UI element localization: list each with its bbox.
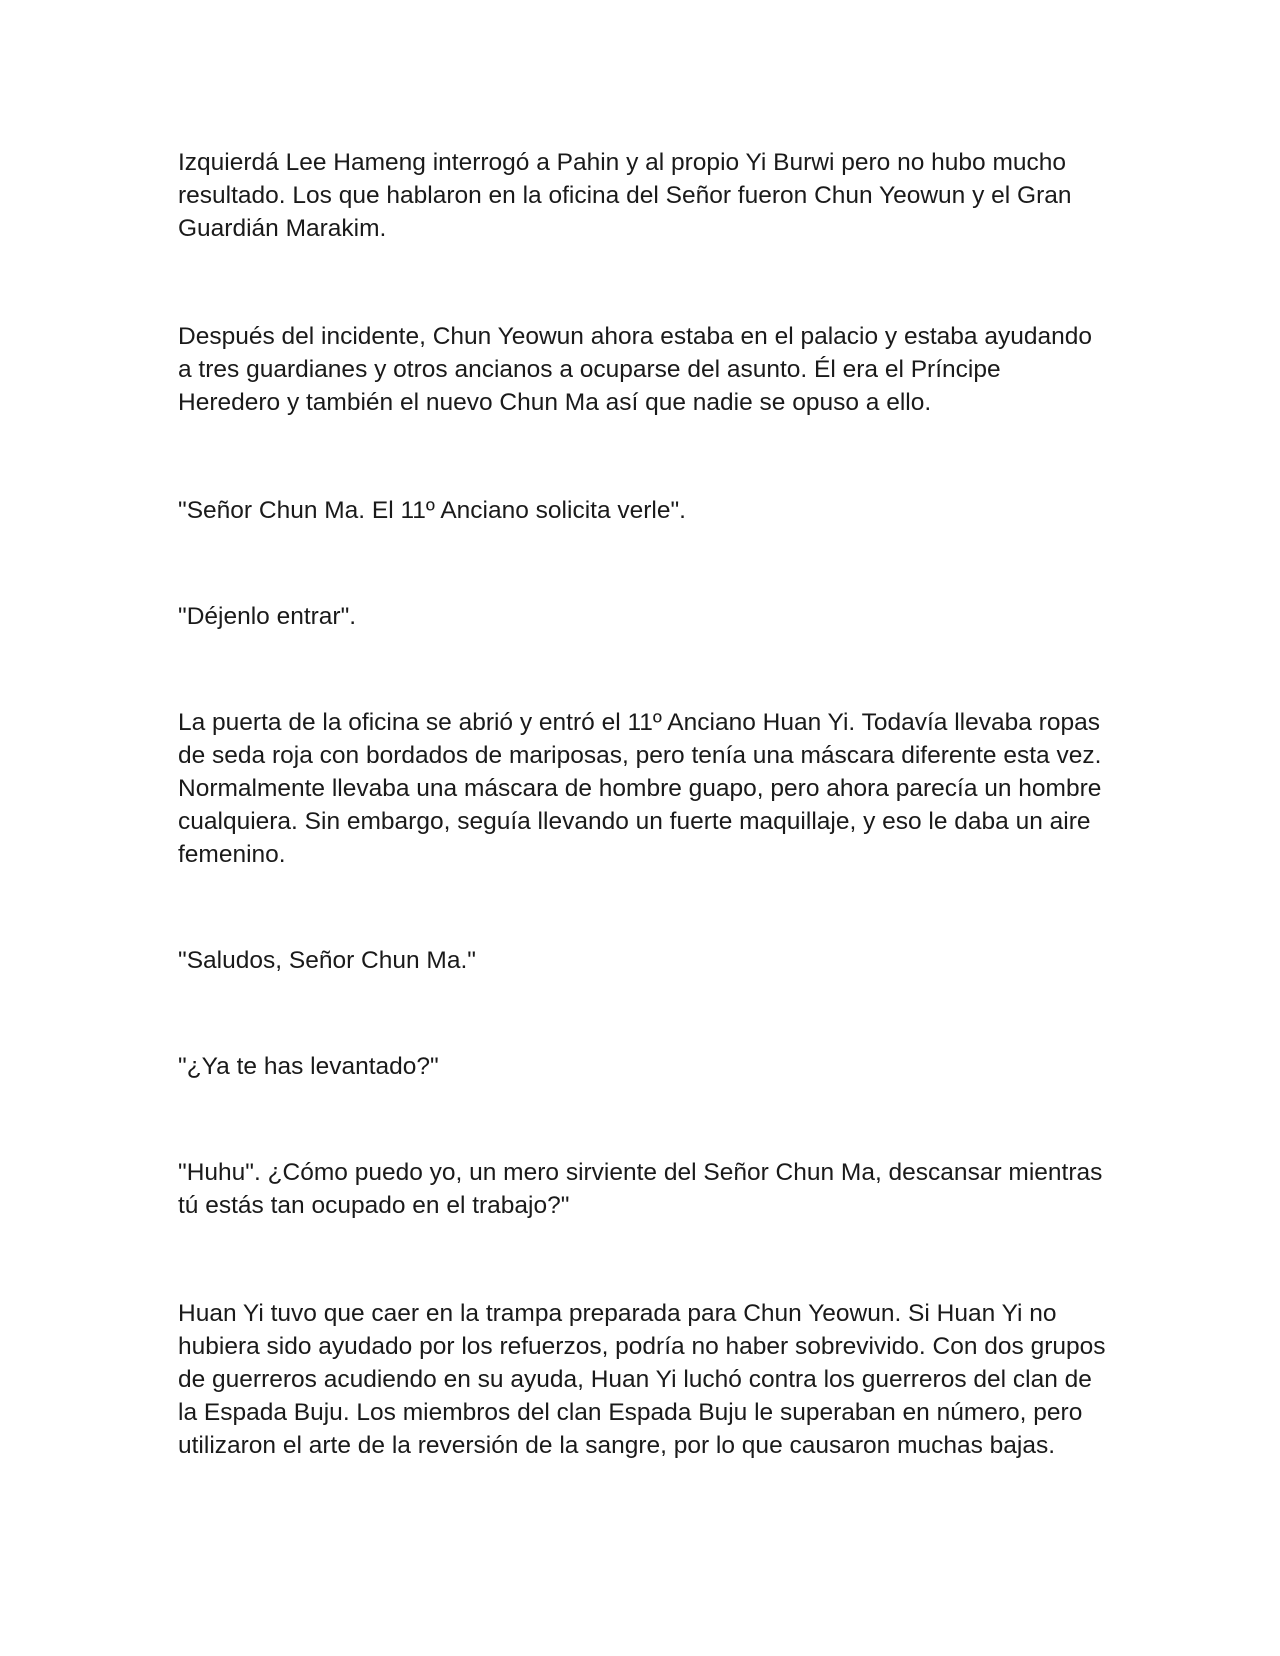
paragraph-9: Huan Yi tuvo que caer en la trampa preparada para Chun Yeowun. Si Huan Yi no hubiera sido ayudado por los refuerzos, podría no haber sobrevivido. Con dos grupos de guerreros acudiendo en su ayuda, Huan Yi luchó contra los guerreros del clan de la Espada Buju. Los miembros del clan Espada Buju le superaban en número, pero utilizaron el arte de la reversión de la sangre, por lo que causaron muchas bajas. [178,1300,1106,1459]
paragraph-5: La puerta de la oficina se abrió y entró el 11º Anciano Huan Yi. Todavía llevaba ropas de seda roja con bordados de mariposas, pero tenía una máscara diferente esta vez. Normalmente llevaba una máscara de hombre guapo, pero ahora parecía un hombre cualquiera. Sin embargo, seguía llevando un fuerte maquillaje, y eso le daba un aire femenino. [178,709,1102,868]
paragraph-2: Después del incidente, Chun Yeowun ahora estaba en el palacio y estaba ayudando a tres guardianes y otros ancianos a ocuparse del asunto. Él era el Príncipe Heredero y también el nuevo Chun Ma así que nadie se opuso a ello. [178,323,1092,416]
paragraph-4: "Déjenlo entrar". [178,603,357,630]
paragraph-6: "Saludos, Señor Chun Ma." [178,947,476,974]
paragraph-8: "Huhu". ¿Cómo puedo yo, un mero sirviente del Señor Chun Ma, descansar mientras tú estás tan ocupado en el trabajo?" [178,1159,1103,1219]
paragraph-3: "Señor Chun Ma. El 11º Anciano solicita verle". [178,497,686,524]
paragraph-1: Izquierdá Lee Hameng interrogó a Pahin y al propio Yi Burwi pero no hubo mucho resultado. Los que hablaron en la oficina del Señor fueron Chun Yeowun y el Gran Guardián Marakim. [178,149,1072,242]
paragraph-7: "¿Ya te has levantado?" [178,1053,439,1080]
document-body [178,146,1108,1462]
